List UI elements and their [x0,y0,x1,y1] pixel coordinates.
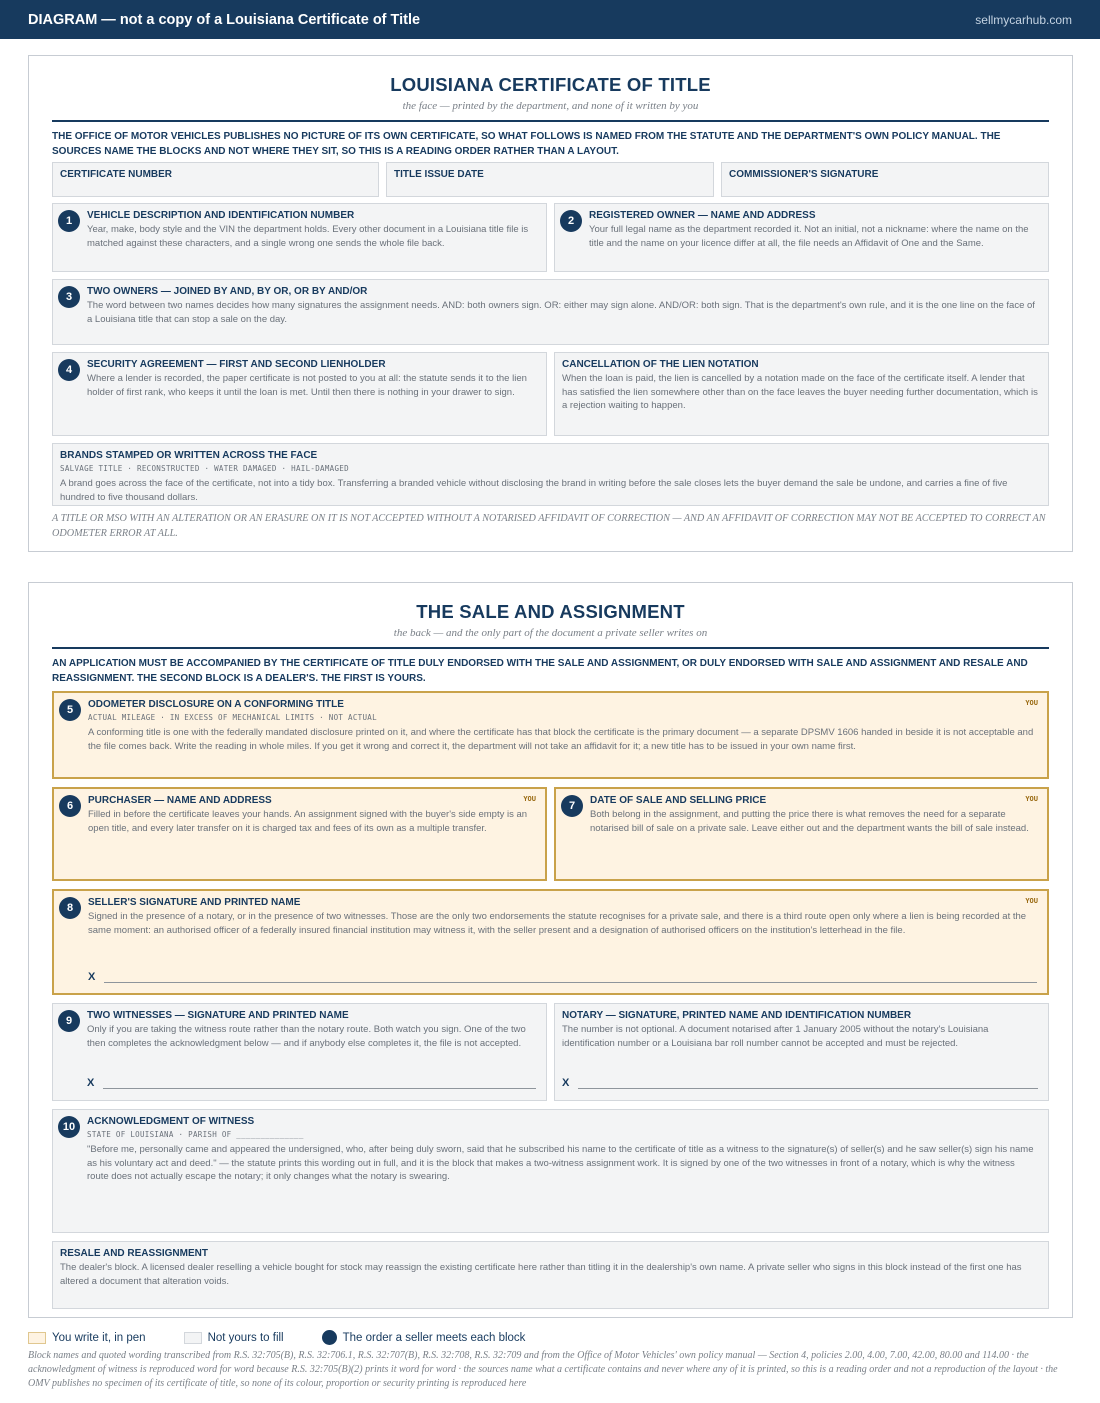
you-tag: YOU [1025,897,1038,905]
block-registered-owner [554,203,1049,272]
block-acknowledgment-of-witness [52,1109,1049,1233]
legend [28,1330,563,1345]
face-panel [28,55,1073,552]
block-resale-reassignment [52,1241,1049,1309]
step-number: 4 [58,359,80,381]
legend-you [28,1332,146,1344]
title-issue-date-field: TITLE ISSUE DATE [386,162,714,197]
you-tag: YOU [1025,795,1038,803]
face-rule [52,120,1049,122]
signature-x: X [562,1077,570,1089]
seller-signature-line[interactable] [88,967,1037,983]
step-number: 1 [58,210,80,232]
diagram-title: DIAGRAM — not a copy of a Louisiana Certificate of Title [28,11,421,28]
legend-not-label: Not yours to fill [207,1331,284,1344]
block-text: When the loan is paid, the lien is cancelled by a notation made on the face of the certificate itself. A lender that has satisfied the lien somewhere other than on the face leaves the buyer needing further documentation, which is a rejection waiting to happen. [562,373,1038,411]
sources-note: Block names and quoted wording transcribed from R.S. 32:705(B), R.S. 32:706.1, R.S. 32:707(B), R.S. 32:708, R.S. 32:709 and from the Office of Motor Vehicles' own policy manual — Section 4, policies 2.00, 4.00, 7.00, 42.00, 80.00 and 114.00 · the acknowledgment of witness is reproduced word for word because R.S. 32:705(B)(2) prints it word for word · the sources name what a certificate contains and never where any of it is printed, so this is a reading order and not a reproduction of the layout · the OMV publishes no specimen of its certificate of title, so none of its colour, proportion or security printing is reproduced here [28,1350,1058,1389]
top-bar [0,0,1100,39]
signature-rule [103,1077,536,1089]
block-title: RESALE AND REASSIGNMENT [60,1248,208,1259]
step-number: 2 [560,210,582,232]
block-text: Filled in before the certificate leaves your hands. An assignment signed with the buyer's side empty is an open title, and every later transfer on it is charged tax and fees of its own as a multiple transfer. [88,809,528,834]
signature-rule [104,971,1037,983]
step-number: 3 [58,286,80,308]
block-title: NOTARY — SIGNATURE, PRINTED NAME AND IDENTIFICATION NUMBER [562,1010,912,1021]
block-text: The word between two names decides how many signatures the assignment needs. AND: both owners sign. OR: either may sign alone. AND/OR: both sign. That is the department's own rule, and it is the one line on the face of a Louisiana title that can stop a sale on the day. [87,300,1035,325]
block-title: SECURITY AGREEMENT — FIRST AND SECOND LIENHOLDER [87,359,386,370]
block-purchaser [52,787,547,881]
block-date-and-price [554,787,1049,881]
step-number: 10 [58,1116,80,1138]
witness-signature-line[interactable] [87,1073,536,1089]
block-title: TWO OWNERS — JOINED BY AND, BY OR, OR BY AND/OR [87,286,368,297]
brand-list: SALVAGE TITLE · RECONSTRUCTED · WATER DAMAGED · HAIL-DAMAGED [60,464,349,473]
block-title: SELLER'S SIGNATURE AND PRINTED NAME [88,897,301,908]
block-title: ODOMETER DISCLOSURE ON A CONFORMING TITLE [88,699,344,710]
block-two-witnesses [52,1003,547,1101]
block-text: "Before me, personally came and appeared the undersigned, who, after being duly sworn, said that he subscribed his name to the certificate of title as a witness to the signature(s) of seller(s) and he saw seller(s) sign his name as his voluntary act and deed." — the statute prints this wording out in full, and it is the block that makes a two-witness assignment work. It is signed by one of the two witnesses in front of a notary, which is why the witness route does not actually escape the notary; it only changes what the notary is swearing. [87,1144,1034,1182]
block-text: Only if you are taking the witness route rather than the notary route. Both watch you sign. One of the two then completes the acknowledgment below — and if anybody else completes it, the file is not accepted. [87,1024,526,1049]
step-number: 6 [59,795,81,817]
back-subtitle: the back — and the only part of the document a private seller writes on [393,627,708,639]
commissioner-signature-field: COMMISSIONER'S SIGNATURE [721,162,1049,197]
block-title: TWO WITNESSES — SIGNATURE AND PRINTED NAME [87,1010,349,1021]
block-title: REGISTERED OWNER — NAME AND ADDRESS [589,210,816,221]
block-title: ACKNOWLEDGMENT OF WITNESS [87,1116,255,1127]
block-text: Year, make, body style and the VIN the department holds. Every other document in a Louisiana title file is matched against these characters, and a single wrong one sends the whole file back. [87,224,529,249]
legend-you-label: You write it, in pen [52,1331,146,1344]
odometer-options: ACTUAL MILEAGE · IN EXCESS OF MECHANICAL LIMITS · NOT ACTUAL [88,713,377,722]
certificate-number-field: CERTIFICATE NUMBER [52,162,379,197]
block-text: Both belong in the assignment, and putting the price there is what removes the need for a separate notarised bill of sale on a private sale. Leave either out and the department wants the bill of sale instead. [590,809,1029,834]
block-title: BRANDS STAMPED OR WRITTEN ACROSS THE FACE [60,450,318,461]
block-title: VEHICLE DESCRIPTION AND IDENTIFICATION NUMBER [87,210,355,221]
block-lien-cancellation [554,352,1049,436]
back-title: THE SALE AND ASSIGNMENT [416,601,685,622]
state-parish-line: STATE OF LOUISIANA · PARISH OF ______________ [87,1130,304,1139]
block-odometer-disclosure [52,691,1049,779]
alteration-note: A TITLE OR MSO WITH AN ALTERATION OR AN ERASURE ON IT IS NOT ACCEPTED WITHOUT A NOTARISED AFFIDAVIT OF CORRECTION — AND AN AFFIDAVIT OF CORRECTION MAY NOT BE ACCEPTED TO CORRECT AN ODOMETER ERROR AT ALL. [52,513,1046,539]
block-text: The dealer's block. A licensed dealer reselling a vehicle bought for stock may reassign the existing certificate here rather than titling it in the dealership's own name. A private seller who signs in this block instead of the first one has altered a document that alteration voids. [60,1262,1022,1287]
site-link[interactable]: sellmycarhub.com [975,12,1072,27]
block-text: A brand goes across the face of the certificate, not into a tidy box. Transferring a branded vehicle without disclosing the brand in writing before the sale closes lets the buyer demand the sale be undone, and carries a fine of five hundred to five thousand dollars. [60,478,1008,503]
block-text: Signed in the presence of a notary, or in the presence of two witnesses. Those are the only two endorsements the statute recognises for a private sale, and there is a third route open only where a lien is being recorded at the same moment: an authorised officer of a federally insured financial institution may witness it, with the seller present and a designation of authorised officers on the institution's letterhead in the file. [88,911,1027,936]
you-tag: YOU [1025,699,1038,707]
not-yours-swatch-icon [184,1332,202,1344]
order-dot-icon [322,1330,337,1345]
face-subtitle: the face — printed by the department, and none of it written by you [402,100,699,112]
signature-rule [578,1077,1038,1089]
block-title: CANCELLATION OF THE LIEN NOTATION [562,359,759,370]
you-tag: YOU [523,795,536,803]
block-two-owners [52,279,1049,345]
block-title: DATE OF SALE AND SELLING PRICE [590,795,767,806]
notary-signature-line[interactable] [562,1073,1038,1089]
block-text: Your full legal name as the department recorded it. Not an initial, not a nickname: where the name on the title and the name on your licence differ at all, the file needs an Affidavit of One and the Same. [589,224,1029,249]
you-swatch-icon [28,1332,46,1344]
block-text: A conforming title is one with the federally mandated disclosure printed on it, and where the certificate has that block the certificate is the primary document — a separate DPSMV 1606 handed in beside it is not acceptable and the file comes back. Write the reading in whole miles. If you get it wrong and correct it, the department will not take an affidavit for it; a new title has to be issued in your own name first. [88,727,1034,752]
block-vehicle-description [52,203,547,272]
face-title: LOUISIANA CERTIFICATE OF TITLE [390,74,711,95]
block-title: PURCHASER — NAME AND ADDRESS [88,795,272,806]
block-brands [52,443,1049,506]
signature-x: X [88,971,96,983]
step-number: 9 [58,1010,80,1032]
step-number: 7 [561,795,583,817]
block-seller-signature [52,889,1049,995]
back-rule [52,647,1049,649]
face-intro: THE OFFICE OF MOTOR VEHICLES PUBLISHES NO PICTURE OF ITS OWN CERTIFICATE, SO WHAT FOLLOWS IS NAMED FROM THE STATUTE AND THE DEPARTMENT'S OWN POLICY MANUAL. THE SOURCES NAME THE BLOCKS AND NOT WHERE THEY SIT, SO THIS IS A READING ORDER RATHER THAN A LAYOUT. [52,131,1001,157]
step-number: 8 [59,897,81,919]
block-security-agreement [52,352,547,436]
step-number: 5 [59,699,81,721]
legend-not [184,1332,284,1344]
block-text: The number is not optional. A document notarised after 1 January 2005 without the notary's Louisiana identification number or a Louisiana bar roll number cannot be accepted and must be rejected. [562,1024,989,1049]
block-text: Where a lender is recorded, the paper certificate is not posted to you at all: the statute sends it to the lien holder of first rank, who keeps it until the loan is met. Until then there is nothing in your drawer to sign. [87,373,527,398]
legend-order-label: The order a seller meets each block [342,1331,526,1344]
back-panel [28,582,1073,1318]
back-intro: AN APPLICATION MUST BE ACCOMPANIED BY THE CERTIFICATE OF TITLE DULY ENDORSED WITH THE SALE AND ASSIGNMENT, OR DULY ENDORSED WITH SALE AND ASSIGNMENT AND RESALE AND REASSIGNMENT. THE SECOND BLOCK IS A DEALER'S. THE FIRST IS YOURS. [52,658,1028,684]
signature-x: X [87,1077,95,1089]
block-notary [554,1003,1049,1101]
legend-order [322,1330,526,1345]
